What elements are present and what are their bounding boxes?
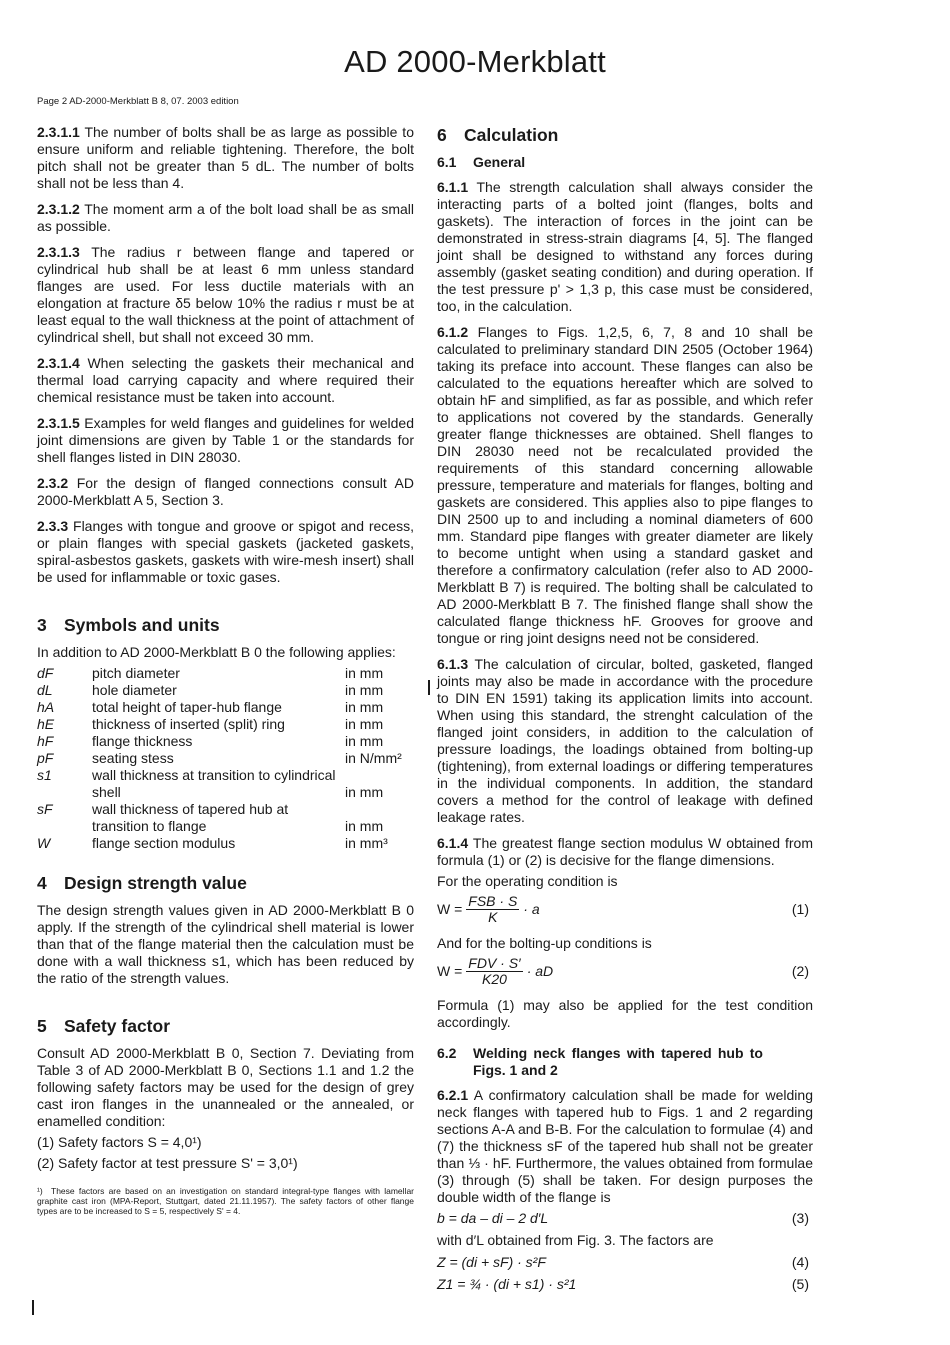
formula-note: Formula (1) may also be applied for the test condition accordingly.	[437, 997, 813, 1030]
left-column	[37, 124, 414, 1216]
symbol-row	[37, 750, 414, 767]
safety-factor-item-1: (1) Safety factors S = 4,0¹)	[37, 1134, 202, 1150]
section-4-text: The design strength values given in AD 2000-Merkblatt B 0 apply. If the strength of the cylindrical shell material is lower than that of the flange material then the calculation must be done with a wall thickness s1, which has been reduced by the ratio of the strength values.	[37, 902, 414, 986]
symbol-sym: dF	[37, 665, 54, 681]
equation-3: b = da – di – 2 d′L (3)	[437, 1210, 809, 1226]
right-column	[437, 124, 813, 1298]
symbol-row	[37, 682, 414, 699]
symbol-unit: in mm	[345, 733, 384, 749]
bolting-condition-text: And for the bolting-up conditions is	[437, 935, 652, 951]
symbol-desc: hole diameter	[92, 682, 177, 698]
equation-5: Z1 = ¾ · (di + s1) · s²1 (5)	[437, 1276, 809, 1292]
para-2-3-1-2: 2.3.1.2 The moment arm a of the bolt load shall be as small as possible.	[37, 201, 414, 234]
symbol-sym: hE	[37, 716, 55, 732]
symbol-unit: in mm	[345, 716, 384, 732]
symbol-row	[37, 767, 414, 801]
symbol-row	[37, 716, 414, 733]
symbol-row	[37, 733, 414, 750]
section-4-heading: 4 Design strength value	[37, 873, 247, 893]
symbol-unit: in mm³	[345, 835, 388, 851]
symbol-desc: wall thickness at transition to cylindrical shell	[92, 767, 336, 800]
section-3-heading: 3 Symbols and units	[37, 615, 220, 635]
symbol-unit: in N/mm²	[345, 750, 402, 766]
page-title: AD 2000-Merkblatt	[344, 44, 606, 79]
symbol-desc: flange thickness	[92, 733, 193, 749]
symbol-desc: wall thickness of tapered hub at transition to flange	[92, 801, 289, 834]
section-5-heading: 5 Safety factor	[37, 1016, 171, 1036]
para-6-1-3: 6.1.3 The calculation of circular, bolted, gasketed, flanged joints may also be made in accordance with the procedure to DIN EN 1591) taking its application limits into account. When using this standard, the strenght calculation of the flanged joint considers, in addition to the calculation of pressure loadings, the loadings obtained from bolting-up (tightening), from external loadings or differing temperatures in the individual components. In addition, the standard covers a method for the control of leakage with defined leakage rates.	[437, 656, 813, 825]
symbol-unit: in mm	[345, 665, 384, 681]
footnote: ¹) These factors are based on an investigation on standard integral-type flanges with lamellar graphite cast iron (MPA-Report, Stuttgart, dated 21.11.1957). The safety factors of other flange types are to be increased to S = 5, respectively S' = 4.	[37, 1186, 414, 1216]
para-2-3-2: 2.3.2 For the design of flanged connections consult AD 2000-Merkblatt A 5, Section 3.	[37, 475, 415, 508]
page-info: Page 2 AD-2000-Merkblatt B 8, 07. 2003 edition	[37, 96, 239, 107]
symbol-sym: dL	[37, 682, 53, 698]
operating-condition-text: For the operating condition is	[437, 873, 618, 889]
with-text: with d′L obtained from Fig. 3. The factors are	[437, 1232, 714, 1248]
para-2-3-1-5: 2.3.1.5 Examples for weld flanges and guidelines for welded joint dimensions are given by Table 1 or the standards for shell flanges listed in DIN 28030.	[37, 415, 414, 465]
symbol-sym: sF	[37, 801, 53, 817]
symbol-row	[37, 835, 414, 852]
symbol-row	[37, 665, 414, 682]
equation-2: W = $\frac{\text{FDV · S′}}{K20}$ · aD (2)	[437, 955, 809, 987]
para-6-1-1: 6.1.1 The strength calculation shall always consider the interacting parts of a bolted joint (flanges, bolts and gaskets). The interaction of forces in the joint can be demonstrated in stress-strain diagrams [4, 5]. The flanged joint shall be designed to withstand any forces during assembly (gasket seating condition) and during operation. If the test pressure p' > 1,3 p, this case must be considered, too, in the calculation.	[437, 179, 813, 314]
symbols-table	[37, 665, 414, 852]
para-2-3-1-3: 2.3.1.3 The radius r between flange and tapered or cylindrical hub shall be at least 6 mm unless standard flanges are used. For less ductile materials with an elongation at fracture δ5 below 10% the radius r must be at least equal to the wall thickness at the point of attachment of cylindrical shell, but shall not exceed 30 mm.	[37, 244, 414, 345]
symbol-unit: in mm	[345, 682, 384, 698]
symbol-desc: total height of taper-hub flange	[92, 699, 282, 715]
symbol-sym: hA	[37, 699, 55, 715]
section-6-2-heading: 6.2 Welding neck flanges with tapered hub to Figs. 1 and 2	[437, 1045, 763, 1078]
revision-bar	[32, 1300, 34, 1315]
section-6-1-heading: 6.1 General	[437, 154, 526, 170]
symbol-sym: W	[37, 835, 51, 851]
symbol-desc: seating stess	[92, 750, 174, 766]
symbol-row	[37, 801, 414, 835]
section-5-text: Consult AD 2000-Merkblatt B 0, Section 7. Deviating from Table 3 of AD 2000-Merkblatt B 0, Sections 1.1 and 1.2 the following safety factors may be used for the design of grey cast iron flanges in the unannealed or the annealed, or enamelled condition:	[37, 1045, 414, 1129]
section-3-intro: In addition to AD 2000-Merkblatt B 0 the following applies:	[37, 644, 396, 660]
para-2-3-1-4: 2.3.1.4 When selecting the gaskets their mechanical and thermal load carrying capacity and where required their chemical resistance must be taken into account.	[37, 355, 415, 405]
symbol-unit: in mm	[345, 784, 384, 800]
safety-factor-item-2: (2) Safety factor at test pressure S' = 3,0¹)	[37, 1155, 298, 1171]
symbol-sym: hF	[37, 733, 54, 749]
symbol-unit: in mm	[345, 699, 384, 715]
para-6-2-1: 6.2.1 A confirmatory calculation shall be made for welding neck flanges with tapered hub to Figs. 1 and 2 regarding sections A-A and B-B. For the calculation to formulae (4) and (7) the thickness sF of the tapered hub shall not be greater than ⅓ · hF. Furthermore, the values obtained from formulae (3) through (5) shall be taken. For design purposes the double width of the flange is	[437, 1087, 813, 1205]
symbol-unit: in mm	[345, 818, 384, 834]
symbol-sym: s1	[37, 767, 52, 783]
section-6-heading: 6 Calculation	[437, 125, 559, 145]
equation-4: Z = (di + sF) · s²F (4)	[437, 1254, 809, 1270]
symbol-sym: pF	[37, 750, 54, 766]
symbol-row	[37, 699, 414, 716]
para-6-1-2: 6.1.2 Flanges to Figs. 1,2,5, 6, 7, 8 and 10 shall be calculated to preliminary standard DIN 2505 (October 1964) taking its preface into account. These flanges can also be calculated to the equations hereafter which are solved to obtain hF and simplified, as far as possible, and which refer to applications not covered by the standards. Generally greater flange thicknesses are obtained. Shell flanges to DIN 28030 need not be recalculated provided the requirements of this standard concerning allowable pressure, temperature and materials for flanges, bolting and gaskets are considered. This applies also to pipe flanges to DIN 2500 up to and including a nominal diameters of 600 mm. Standard pipe flanges with greater diameter are likely to become untight when using a standard gasket and therefore a confirmatory calculation (refer also to AD 2000-Merkblatt B 7) is required. The bolting shall be calculated to AD 2000-Merkblatt B 7. The finished flange shall show the calculated flange thickness hF. Grooves for groove and tongue or ring joint designs need not be considered.	[437, 324, 813, 646]
symbol-desc: flange section modulus	[92, 835, 236, 851]
para-2-3-1-1: 2.3.1.1 The number of bolts shall be as large as possible to ensure uniform and reliable tightening. Therefore, the bolt pitch shall not be greater than 5 dL. The number of bolts shall not be less than 4.	[37, 124, 414, 191]
revision-bar	[428, 680, 430, 695]
para-6-1-4: 6.1.4 The greatest flange section modulus W obtained from formula (1) or (2) is decisive for the flange dimensions.	[437, 835, 814, 868]
equation-1: W = $\frac{\text{FSB · S}}{K}$ · a (1)	[437, 893, 809, 925]
symbol-desc: thickness of inserted (split) ring	[92, 716, 285, 732]
para-2-3-3: 2.3.3 Flanges with tongue and groove or spigot and recess, or plain flanges with special gaskets (jacketed gaskets, spiral-asbestos gaskets, gaskets with wire-mesh insert) shall be used for inflammable or toxic gases.	[37, 518, 414, 585]
symbol-desc: pitch diameter	[92, 665, 180, 681]
